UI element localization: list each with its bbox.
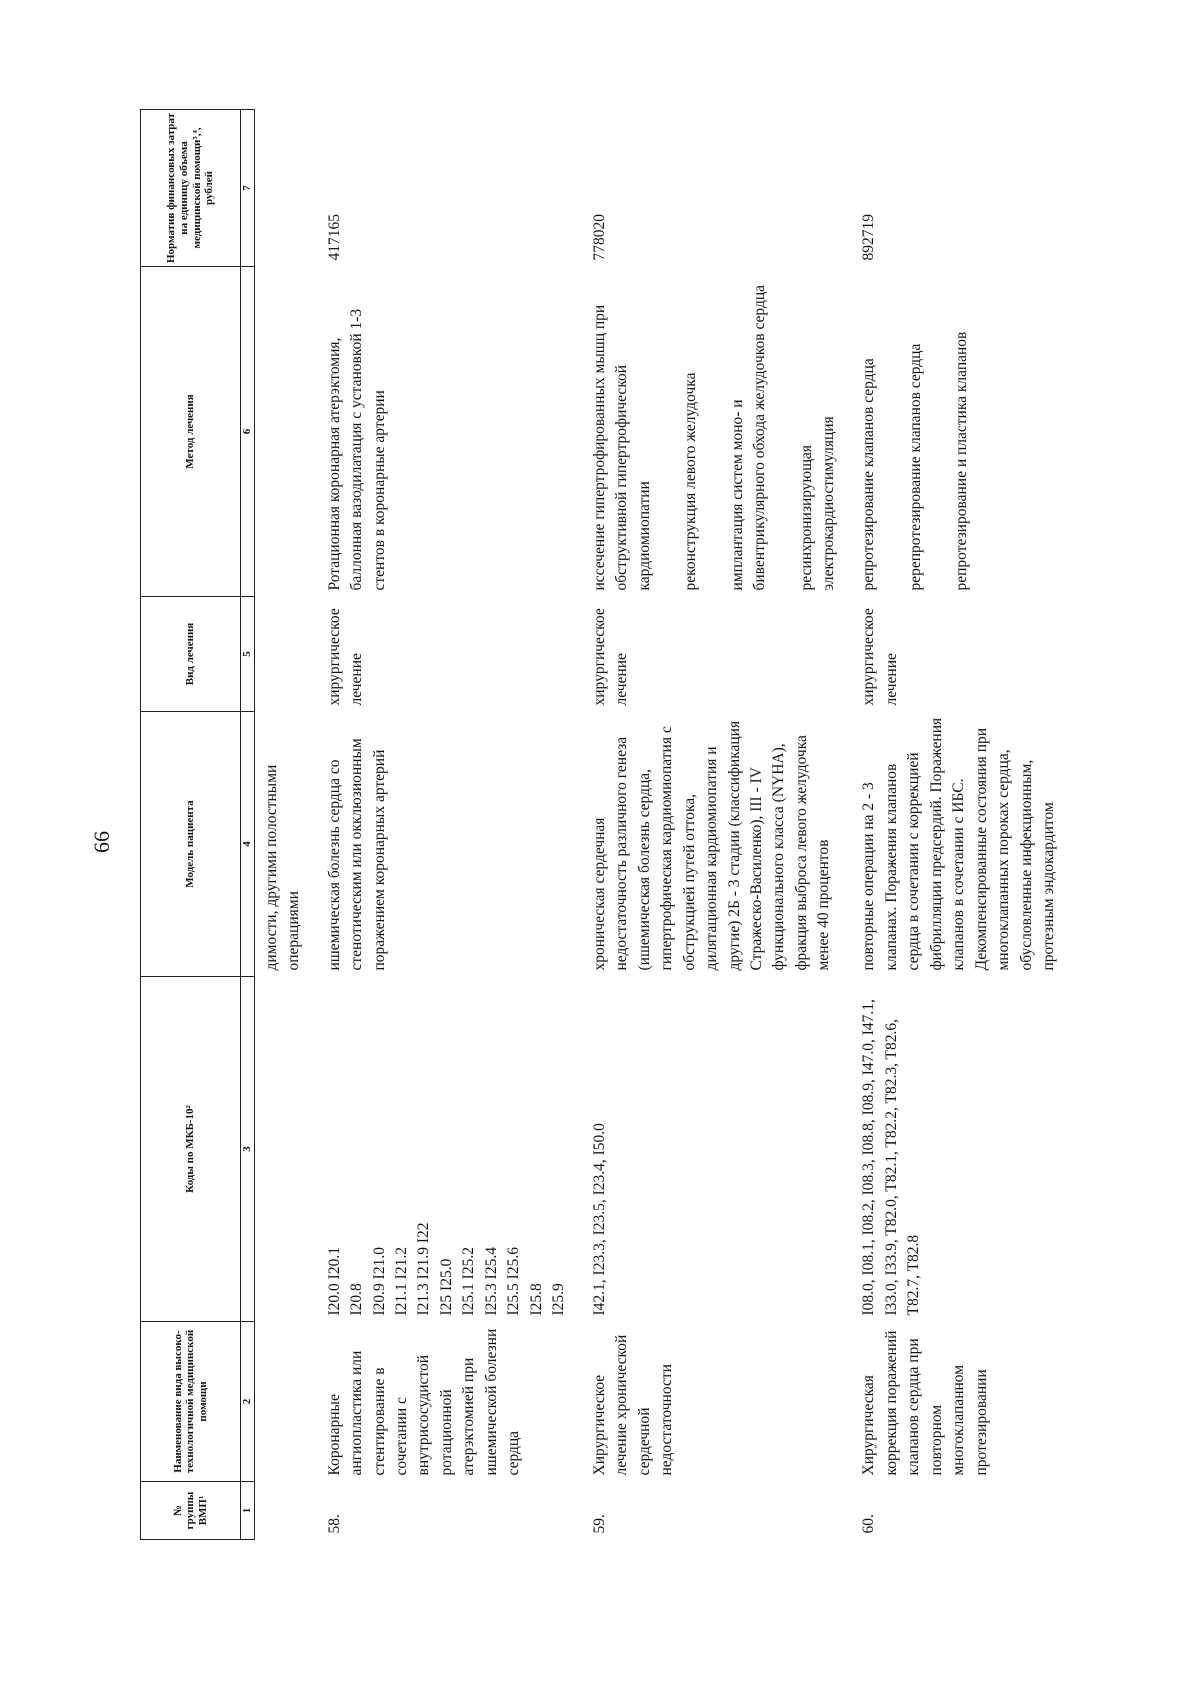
header-treatment-method: Метод лечения — [141, 267, 241, 597]
icd-codes: I08.0, I08.1, I08.2, I08.3, I08.8, I08.9, I47.0, I47.1, I33.0, I33.9, T82.0, T82.1, T82.2, T82.3, T82.6, T82.7, T82.8 — [860, 999, 923, 1316]
group-number: 58. — [325, 1514, 343, 1534]
page-number-text: 66 — [89, 831, 114, 853]
patient-model: ишемическая болезнь сердца со стенотическим или окклюзионным поражением коронарных артерий — [325, 738, 388, 971]
treatment-type: хирургическое лечение — [325, 608, 366, 706]
group-number: 59. — [590, 1514, 608, 1534]
treatment-method: репротезирование клапанов сердца ререпротезирование клапанов сердца репротезирование и пластика клапанов — [860, 331, 971, 591]
continuation-row — [254, 110, 307, 1540]
cost-standard: 778020 — [590, 214, 608, 261]
column-number-1: 1 — [241, 1482, 255, 1540]
care-type-name: Хирургическое лечение хронической сердечной недостаточности — [590, 1334, 676, 1476]
cost-standard: 417165 — [325, 214, 343, 261]
table-header — [141, 110, 255, 1540]
table-row — [308, 110, 573, 1540]
group-number: 60. — [860, 1514, 878, 1534]
header-care-type-name: Наименование вида высоко-технологичной медицинской помощи — [141, 1322, 241, 1482]
vmp-table — [140, 109, 1063, 1540]
care-type-name: Коронарные ангиопластика или стентирование в сочетании с внутрисосудистой ротационной атерэктомией при ишемической болезни сердца — [325, 1328, 523, 1476]
table-row — [573, 110, 843, 1540]
page-number — [87, 822, 117, 862]
treatment-method: иссечение гипертрофированных мышц при обструктивной гипертрофической кардиомиопатии реконструкция левого желудочка имплантация систем моно- и бивентрикулярного обхода желудочков сердца ресинхронизирующая электрокардиостимуляция — [590, 284, 838, 591]
header-cost-standard: Норматив финансовых затрат на единицу объема медицинской помощи³,⁴, рублей — [141, 110, 241, 267]
column-number-2: 2 — [241, 1322, 255, 1482]
icd-codes: I20.0 I20.1 I20.8 I20.9 I21.0 I21.1 I21.2 I21.3 I21.9 I22 I25 I25.0 I25.1 I25.2 I25.3 I25.4 I25.5 I25.6 I25.8 I25.9 — [325, 1222, 568, 1316]
continuation-text: димости, другими полостными операциями — [262, 764, 303, 971]
patient-model: хроническая сердечная недостаточность различного генеза (ишемическая болезнь сердца, гипертрофическая кардиомиопатия с обструкцией путей оттока, дилятационная кардиомиопатия и другие) 2Б - 3 стадии (классификация Стражеско-Василенко), III - IV функционального класса (NYHA), фракция выброса левого желудочка менее 40 процентов — [590, 720, 833, 971]
column-number-5: 5 — [241, 597, 255, 712]
column-number-4: 4 — [241, 712, 255, 977]
treatment-type: хирургическое лечение — [860, 608, 900, 706]
rotated-table-container — [140, 110, 1150, 1540]
column-number-7: 7 — [241, 110, 255, 267]
table-row — [842, 110, 1062, 1540]
header-treatment-type: Вид лечения — [141, 597, 241, 712]
patient-model: повторные операции на 2 - 3 клапанах. Поражения клапанов сердца в сочетании с коррекцией фибрилляции предсердий. Поражения клапанов в сочетании с ИБС. Декомпенсированные состояния при многоклапанных пороках сердца, обусловленные инфекционным, протезным эндокардитом — [860, 717, 1058, 971]
treatment-type: хирургическое лечение — [590, 608, 631, 706]
icd-codes: I42.1, I23.3, I23.5, I23.4, I50.0 — [590, 1123, 608, 1316]
cost-standard: 892719 — [860, 214, 878, 261]
column-number-3: 3 — [241, 977, 255, 1322]
header-group-number: № группы ВМП¹ — [141, 1482, 241, 1540]
column-number-6: 6 — [241, 267, 255, 597]
treatment-method: Ротационная коронарная атерэктомия, баллонная вазодилатация с установкой 1-3 стентов в коронарные артерии — [325, 308, 388, 591]
header-icd-codes: Коды по МКБ-10² — [141, 977, 241, 1322]
care-type-name: Хирургическая коррекция поражений клапанов сердца при повторном многоклапанном протезировании — [860, 1330, 990, 1476]
header-patient-model: Модель пациента — [141, 712, 241, 977]
